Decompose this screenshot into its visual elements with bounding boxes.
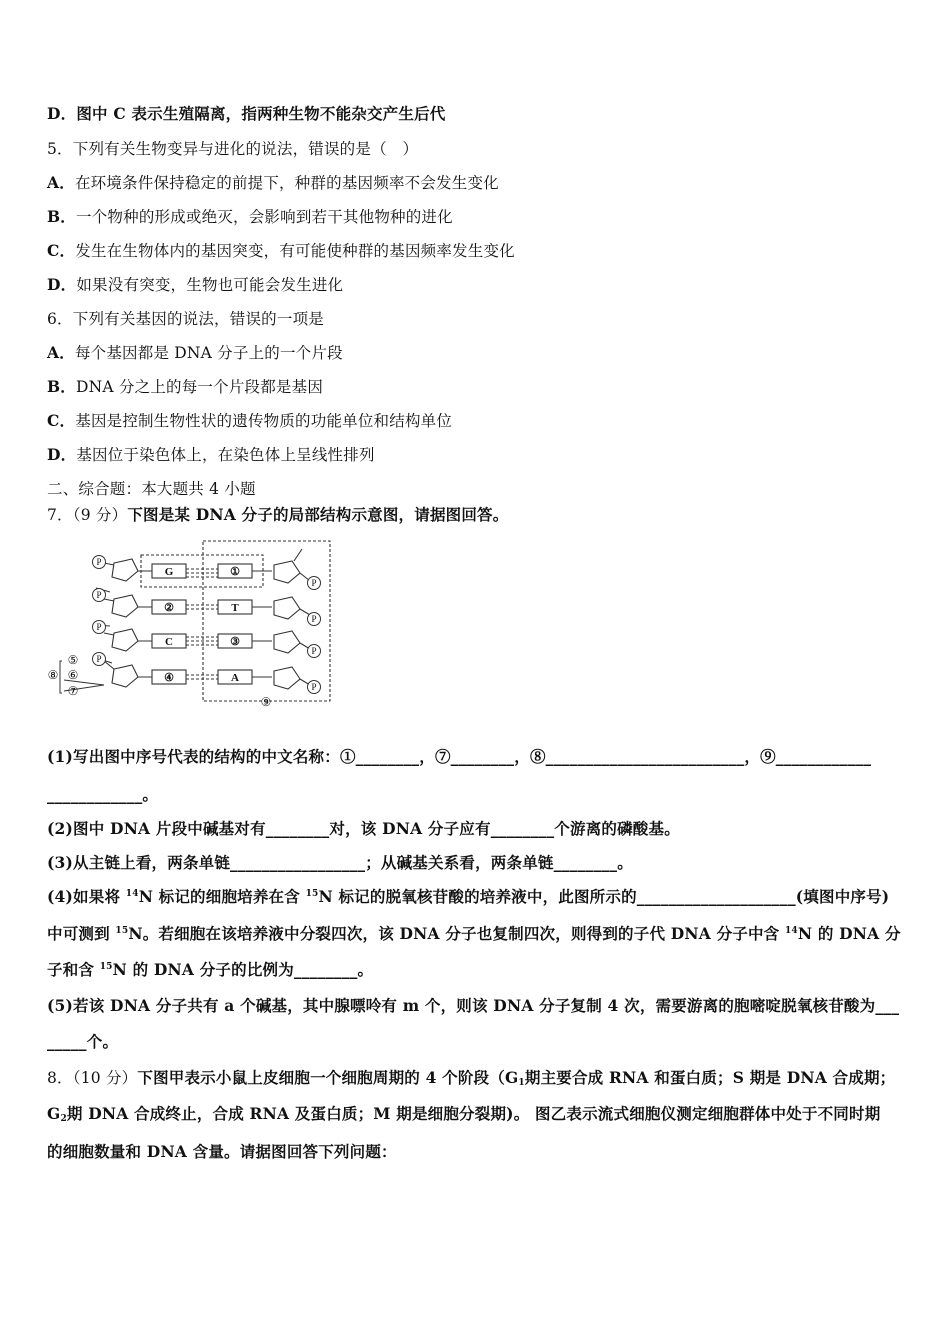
isotope-14: 14 <box>784 926 798 936</box>
deoxyribose-right-4 <box>274 667 300 689</box>
phosphate-label: P <box>311 614 317 624</box>
phosphate-label: P <box>96 622 102 632</box>
text: (4)如果将 <box>47 887 126 906</box>
label-eight: ⑧ <box>47 668 59 682</box>
q7-sub4-line2 <box>47 922 901 944</box>
subscript: 2 <box>60 1114 67 1124</box>
text: 中可测到 <box>47 924 116 943</box>
option-letter: D． <box>47 104 77 123</box>
deoxyribose-right-3 <box>274 631 300 653</box>
isotope-15: 15 <box>99 962 113 972</box>
phosphate-label: P <box>96 557 102 567</box>
option-letter: B． <box>47 207 77 226</box>
option-text: 基因位于染色体上，在染色体上呈线性排列 <box>76 446 375 464</box>
phosphate-label: P <box>311 682 317 692</box>
q7-sub3: (3)从主链上看，两条单链_________________；从碱基关系看，两条单链________。 <box>47 853 633 872</box>
q7-stem-prefix: 7．（9 分） <box>47 506 128 524</box>
text: N 的 DNA 分子的比例为________。 <box>112 960 374 979</box>
q7-stem <box>47 503 508 525</box>
q6-option-d <box>47 443 375 465</box>
q5-option-d <box>47 273 343 295</box>
isotope-14: 14 <box>125 889 139 899</box>
text: 下图甲表示小鼠上皮细胞一个细胞周期的 4 个阶段（G <box>137 1068 519 1087</box>
q6-option-c <box>47 409 452 431</box>
option-letter: D． <box>47 445 77 464</box>
option-text: 图中 C 表示生殖隔离，指两种生物不能杂交产生后代 <box>76 104 446 123</box>
text: N 标记的脱氧核苷酸的培养液中，此图所示的____________________(填图中序号) <box>318 887 890 906</box>
option-text: 基因是控制生物性状的遗传物质的功能单位和结构单位 <box>75 412 453 430</box>
q7-sub1: (1)写出图中序号代表的结构的中文名称：①________，⑦________，⑧_________________________，⑨____________ <box>47 747 872 766</box>
q6-option-a <box>47 341 343 363</box>
option-text: 在环境条件保持稳定的前提下，种群的基因频率不会发生变化 <box>74 174 499 192</box>
phosphate-label: P <box>96 654 102 664</box>
q8-stem-prefix: 8．（10 分） <box>47 1069 138 1087</box>
phosphate-label: P <box>311 646 317 656</box>
dna-structure-diagram <box>44 535 334 710</box>
q8-stem-line2 <box>47 1102 880 1124</box>
option-letter: C． <box>47 411 76 430</box>
text: N 标记的细胞培养在含 <box>138 887 306 906</box>
option-letter: B． <box>47 377 77 396</box>
q6-option-b <box>47 375 323 397</box>
text: N 的 DNA 分 <box>797 924 901 943</box>
q7-sub5-cont: _____个。 <box>47 1032 119 1051</box>
bracket-eight <box>60 661 62 693</box>
base-left-1: G <box>164 566 174 578</box>
isotope-15: 15 <box>305 889 319 899</box>
base-left-2: ② <box>164 602 174 614</box>
q7-sub4-line1 <box>47 885 889 907</box>
option-letter: D． <box>47 275 77 294</box>
subscript: 1 <box>518 1078 525 1088</box>
deoxyribose-right-2 <box>274 597 300 619</box>
q8-stem-line3: 的细胞数量和 DNA 含量。请据图回答下列问题： <box>47 1142 397 1161</box>
section-heading: 二、综合题：本大题共 4 小题 <box>47 480 256 498</box>
phosphate-label: P <box>311 578 317 588</box>
option-letter: C． <box>47 241 76 260</box>
text: 期 DNA 合成终止，合成 RNA 及蛋白质；M 期是细胞分裂期)。 图乙表示流式细胞仪测定细胞群体中处于不同时期 <box>66 1104 881 1123</box>
base-right-3: ③ <box>230 636 240 648</box>
option-letter: A． <box>47 343 75 362</box>
q5-option-c <box>47 239 515 261</box>
base-left-4: ④ <box>164 672 174 684</box>
option-text: 一个物种的形成或绝灭，会影响到若干其他物种的进化 <box>76 208 453 226</box>
deoxyribose-right-1 <box>274 561 300 583</box>
text: 期主要合成 RNA 和蛋白质；S 期是 DNA 合成期； <box>524 1068 896 1087</box>
option-text: DNA 分之上的每一个片段都是基因 <box>76 378 324 396</box>
base-right-2: T <box>231 602 239 614</box>
label-six: ⑥ <box>67 668 79 682</box>
q7-sub2: (2)图中 DNA 片段中碱基对有________对，该 DNA 分子应有________个游离的磷酸基。 <box>47 819 680 838</box>
deoxyribose-left-2 <box>112 595 138 617</box>
q7-sub1-cont: ____________。 <box>47 785 159 804</box>
deoxyribose-left-3 <box>112 629 138 651</box>
option-text: 每个基因都是 DNA 分子上的一个片段 <box>74 344 343 362</box>
q5-stem: 5．下列有关生物变异与进化的说法，错误的是（ ） <box>47 140 419 158</box>
text: N。若细胞在该培养液中分裂四次，该 DNA 分子也复制四次，则得到的子代 DNA 分子中含 <box>128 924 785 943</box>
q5-option-b <box>47 205 453 227</box>
isotope-15: 15 <box>115 926 129 936</box>
option-letter: A． <box>47 173 75 192</box>
q8-stem-line1 <box>47 1066 895 1088</box>
text: 子和含 <box>47 960 100 979</box>
q7-stem-text: 下图是某 DNA 分子的局部结构示意图，请据图回答。 <box>127 505 509 524</box>
phosphate-label: P <box>96 590 102 600</box>
option-text: 发生在生物体内的基因突变，有可能使种群的基因频率发生变化 <box>75 242 515 260</box>
q7-sub4-line3 <box>47 958 373 980</box>
deoxyribose-left-1 <box>112 559 138 581</box>
q4-option-d <box>47 102 445 124</box>
q7-sub5: (5)若该 DNA 分子共有 a 个碱基，其中腺嘌呤有 m 个，则该 DNA 分子复制 4 次，需要游离的胞嘧啶脱氧核苷酸为___ <box>47 996 900 1015</box>
text: G <box>47 1104 61 1123</box>
option-text: 如果没有突变，生物也可能会发生进化 <box>76 276 344 294</box>
q6-stem: 6．下列有关基因的说法，错误的一项是 <box>47 310 324 328</box>
base-left-3: C <box>165 636 173 648</box>
q5-option-a <box>47 171 499 193</box>
dashed-box-top <box>141 555 263 587</box>
label-seven: ⑦ <box>67 684 79 698</box>
label-nine: ⑨ <box>260 695 272 709</box>
base-right-1: ① <box>230 566 240 578</box>
label-five: ⑤ <box>67 653 79 667</box>
deoxyribose-left-4 <box>112 665 138 687</box>
base-right-4: A <box>231 672 239 684</box>
